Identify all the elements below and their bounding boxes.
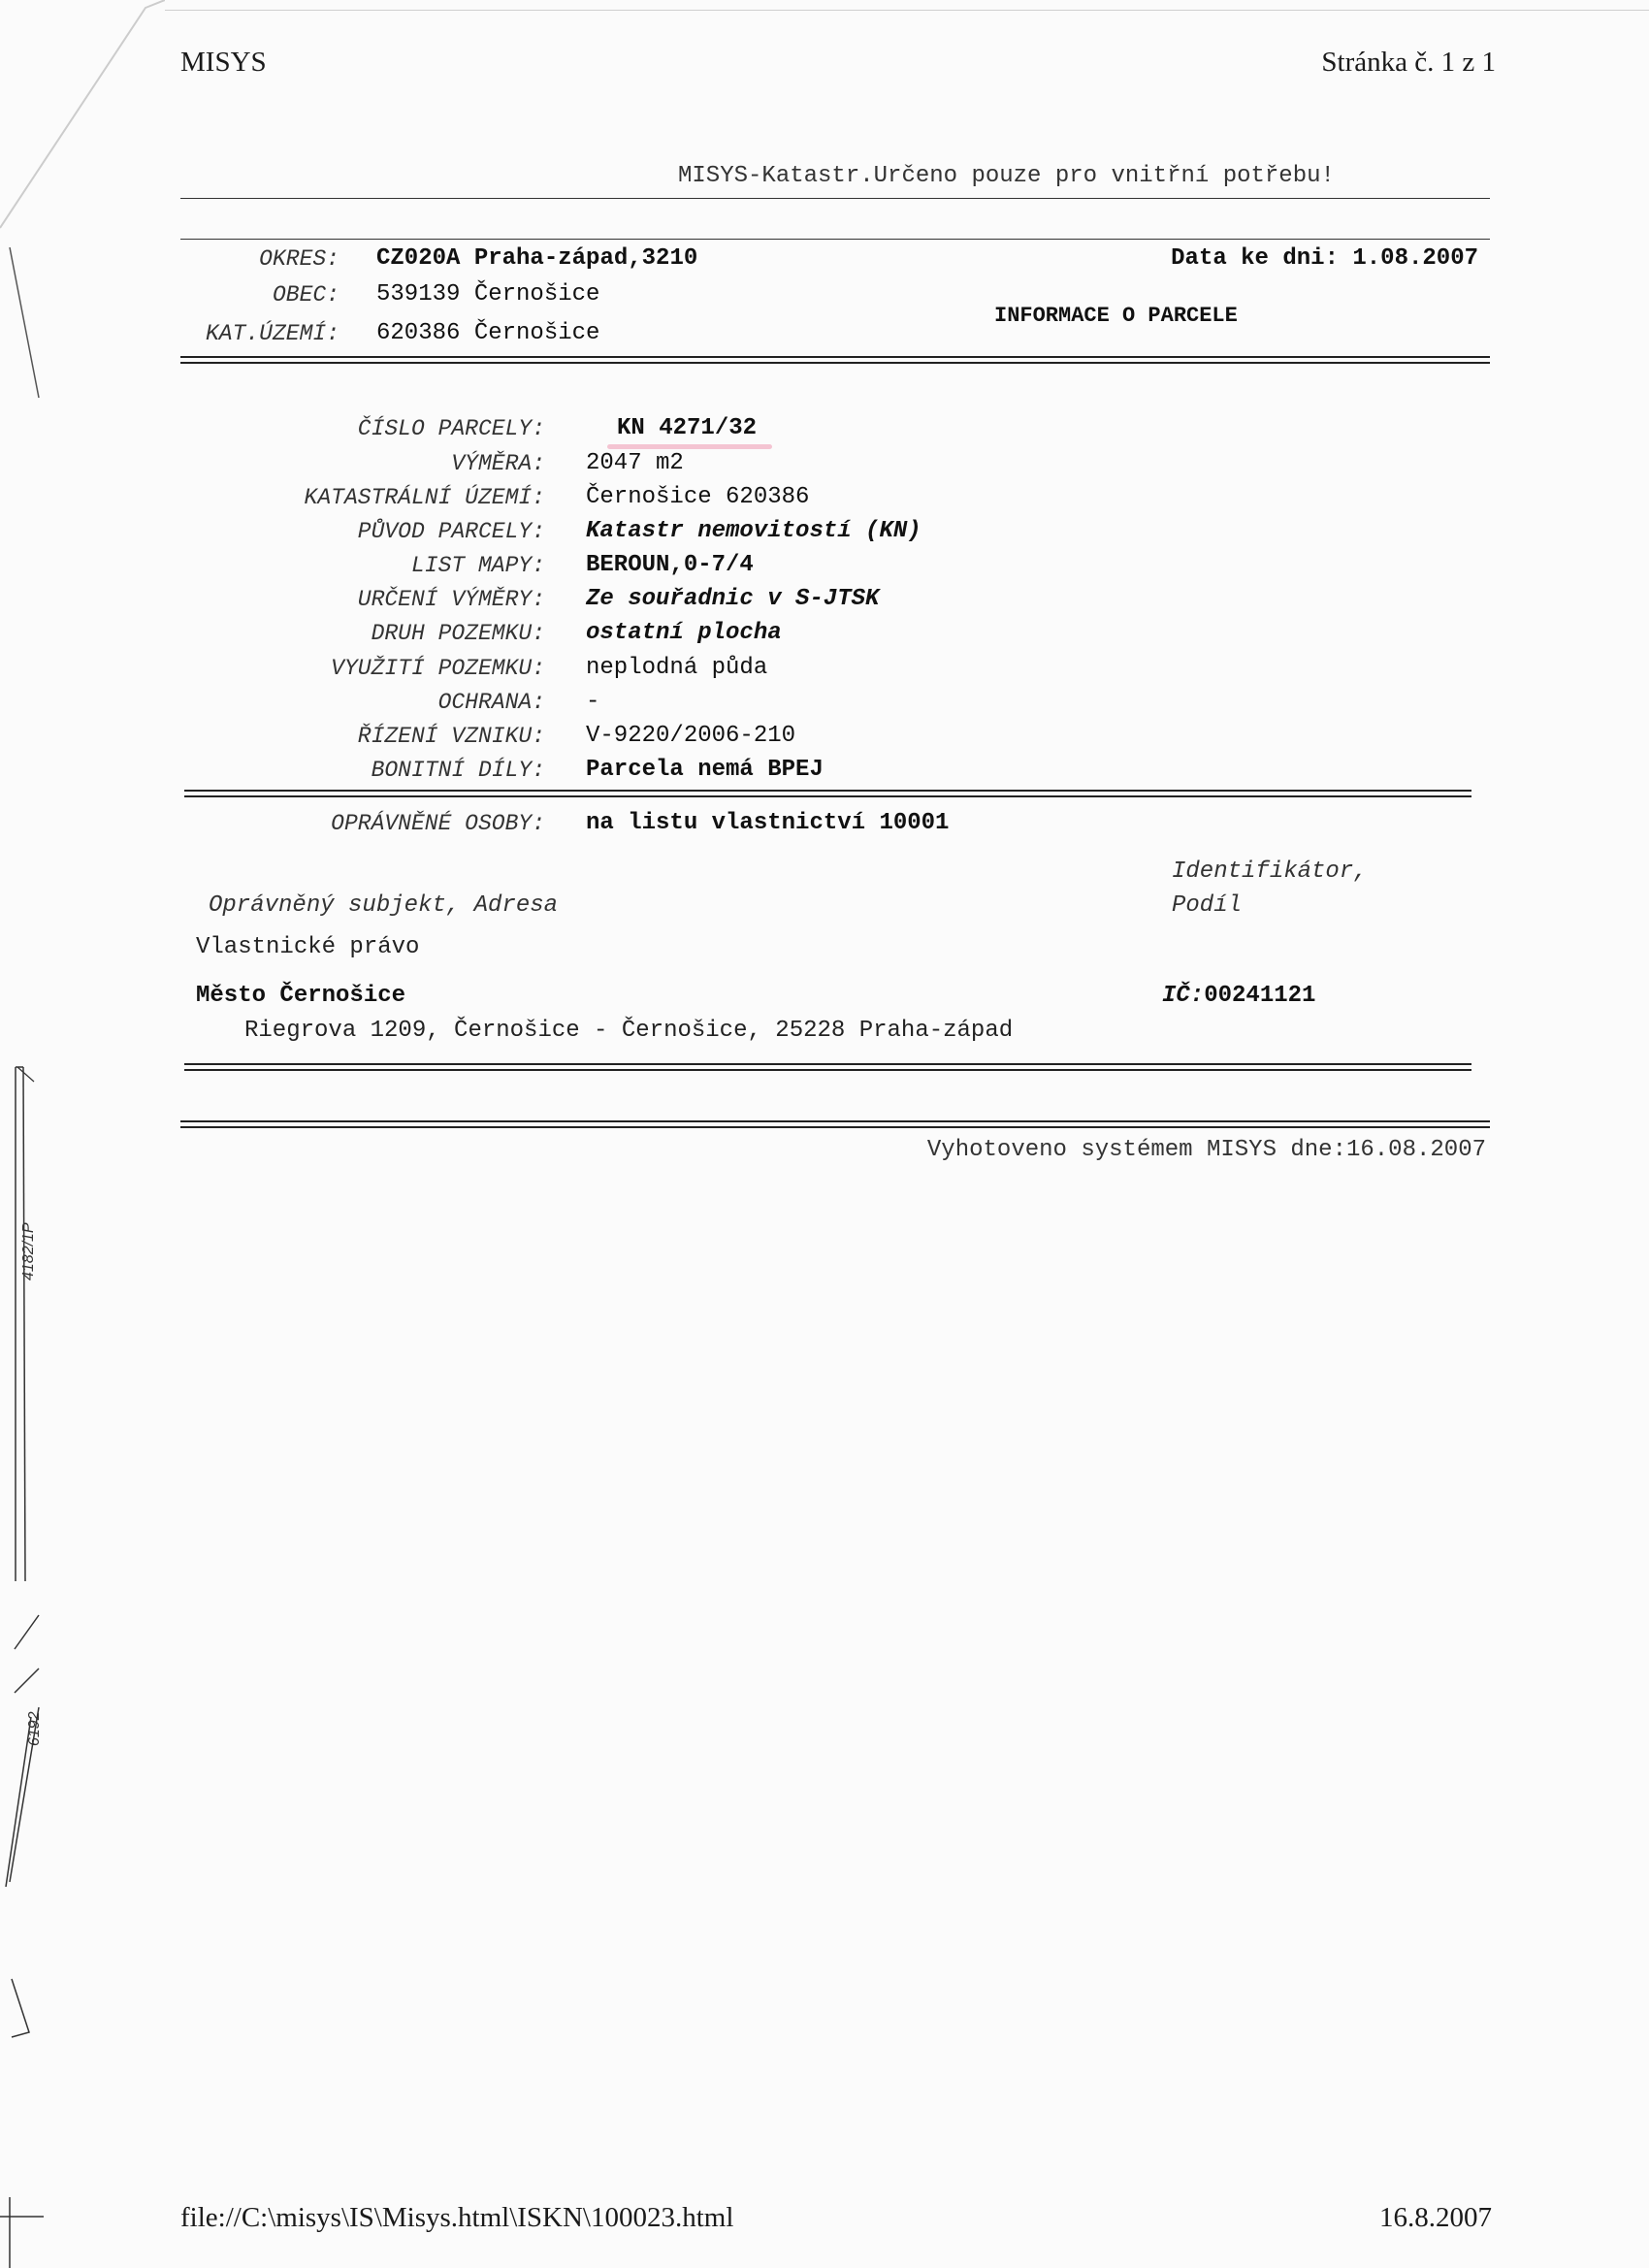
owner-ic-label: IČ: — [1162, 983, 1205, 1009]
kat-uzemi-value: 620386 Černošice — [376, 320, 600, 346]
owners-label: OPRÁVNĚNÉ OSOBY: — [331, 811, 545, 836]
field-value-druh-pozemku: ostatní plocha — [586, 620, 782, 646]
kat-uzemi-label: KAT.ÚZEMÍ: — [205, 321, 340, 346]
field-label-list-mapy: LIST MAPY: — [410, 553, 545, 578]
app-name: MISYS — [180, 47, 267, 78]
field-label-urceni-vymery: URČENÍ VÝMĚRY: — [357, 587, 545, 612]
double-divider — [180, 362, 1490, 364]
field-label-katastralni-uzemi: KATASTRÁLNÍ ÚZEMÍ: — [304, 485, 545, 510]
field-value-katastralni-uzemi: Černošice 620386 — [586, 484, 810, 510]
double-divider — [180, 356, 1490, 358]
divider — [180, 239, 1490, 240]
page-indicator: Stránka č. 1 z 1 — [1321, 47, 1496, 78]
field-value-vyuziti-pozemku: neplodná půda — [586, 655, 768, 681]
double-divider — [180, 1126, 1490, 1128]
field-label-ochrana: OCHRANA: — [437, 690, 545, 715]
internal-use-notice: MISYS-Katastr.Určeno pouze pro vnitřní potřebu! — [678, 163, 1335, 189]
double-divider — [184, 1069, 1471, 1071]
obec-value: 539139 Černošice — [376, 281, 600, 308]
generated-note: Vyhotoveno systémem MISYS dne:16.08.2007 — [926, 1137, 1486, 1163]
field-value-rizeni-vzniku: V-9220/2006-210 — [586, 723, 796, 749]
obec-label: OBEC: — [272, 282, 340, 308]
field-label-rizeni-vzniku: ŘÍZENÍ VZNIKU: — [357, 724, 545, 749]
double-divider — [184, 795, 1471, 797]
owner-ic-value: 00241121 — [1204, 983, 1316, 1009]
file-path: file://C:\misys\IS\Misys.html\ISKN\100023.html — [180, 2202, 734, 2233]
right-type: Vlastnické právo — [196, 934, 420, 960]
highlight-mark — [607, 444, 772, 449]
double-divider — [184, 1063, 1471, 1065]
margin-sketch — [0, 0, 165, 2268]
divider — [180, 198, 1490, 199]
field-label-puvod-parcely: PŮVOD PARCELY: — [357, 519, 545, 544]
okres-value: CZ020A Praha-západ,3210 — [376, 245, 698, 272]
field-label-cislo-parcely: ČÍSLO PARCELY: — [357, 416, 545, 441]
double-divider — [184, 790, 1471, 792]
owner-name: Město Černošice — [196, 983, 406, 1009]
okres-label: OKRES: — [259, 246, 340, 272]
print-date: 16.8.2007 — [1379, 2202, 1492, 2233]
owners-value: na listu vlastnictví 10001 — [586, 810, 950, 836]
field-value-list-mapy: BEROUN,0-7/4 — [586, 552, 754, 578]
field-label-druh-pozemku: DRUH POZEMKU: — [371, 621, 545, 646]
sketch-label-top: 4182/1P — [20, 1222, 37, 1280]
data-date: Data ke dni: 1.08.2007 — [1171, 245, 1478, 272]
field-label-vymera: VÝMĚRA: — [451, 451, 545, 476]
owner-address: Riegrova 1209, Černošice - Černošice, 25228 Praha-západ — [244, 1018, 1014, 1044]
field-value-bonitni-dily: Parcela nemá BPEJ — [586, 757, 824, 783]
field-label-vyuziti-pozemku: VYUŽITÍ POZEMKU: — [331, 656, 545, 681]
field-value-vymera: 2047 m2 — [586, 450, 684, 476]
field-value-puvod-parcely: Katastr nemovitostí (KN) — [586, 518, 922, 544]
owner-ic — [1162, 983, 1315, 1009]
owners-col-subject: Oprávněný subjekt, Adresa — [209, 892, 559, 919]
owners-col-identifier-1: Identifikátor, — [1172, 859, 1368, 885]
owners-col-identifier-2: Podíl — [1172, 892, 1243, 919]
field-value-ochrana: - — [586, 689, 600, 715]
double-divider — [180, 1120, 1490, 1122]
field-label-bonitni-dily: BONITNÍ DÍLY: — [371, 758, 545, 783]
sketch-label-mid: 6192 — [26, 1711, 43, 1746]
report-title: INFORMACE O PARCELE — [994, 304, 1238, 328]
field-value-urceni-vymery: Ze souřadnic v S-JTSK — [586, 586, 880, 612]
field-value-cislo-parcely: KN 4271/32 — [617, 415, 758, 441]
scan-top-edge — [165, 10, 1649, 11]
